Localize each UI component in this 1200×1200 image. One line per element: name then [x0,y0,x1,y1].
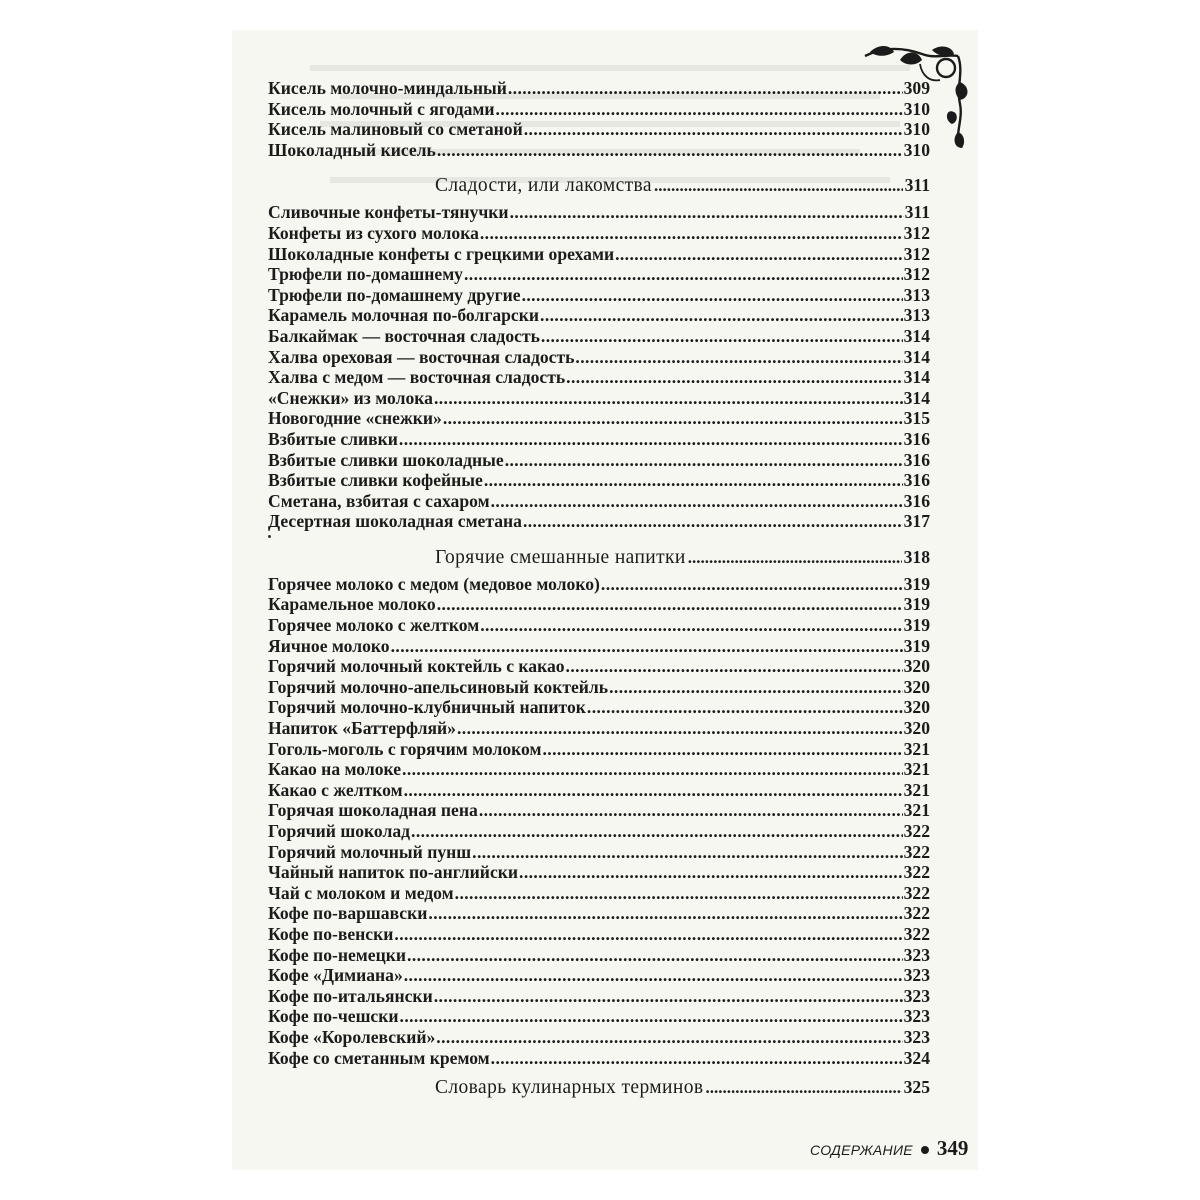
dot-leader [522,285,903,306]
toc-entry[interactable]: Трюфели по-домашнему другие ..... 313 [268,285,930,306]
toc-section-heading[interactable]: Сладости, или лакомства ..... 311 [268,173,930,197]
dot-leader [508,78,903,99]
dot-leader [455,883,903,904]
toc-entry[interactable]: Горячий молочный коктейль с какао ..... 320 [268,656,930,677]
page-footer [810,1136,968,1161]
dot-leader [437,140,903,161]
toc-entry[interactable]: Горячая шоколадная пена ..... 321 [268,800,930,821]
dot-leader [407,945,903,966]
toc-entry[interactable]: Балкаймак — восточная сладость ..... 314 [268,326,930,347]
dot-leader [394,924,902,945]
dot-leader [541,326,903,347]
dot-leader [404,780,903,801]
dot-leader [601,574,903,595]
toc-entry[interactable]: Горячий молочный пунш ..... 322 [268,842,930,863]
toc-entry[interactable]: Какао с желтком ..... 321 [268,780,930,801]
toc-entry[interactable]: Шоколадный кисель ..... 310 [268,140,930,161]
dot-leader [542,739,902,760]
dot-leader [411,821,903,842]
dot-leader [566,656,903,677]
toc-entry[interactable]: «Снежки» из молока ..... 314 [268,388,930,409]
toc-entry[interactable]: Гоголь-моголь с горячим молоком ..... 321 [268,739,930,760]
toc-entry[interactable]: Конфеты из сухого молока ..... 312 [268,223,930,244]
toc-entry[interactable]: Кисель молочный с ягодами ..... 310 [268,99,930,120]
dot-leader [464,264,903,285]
dot-leader [587,697,903,718]
toc-entry[interactable]: Кофе по-чешски ..... 323 [268,1006,930,1027]
dot-leader [575,347,902,368]
dot-leader [391,636,903,657]
toc-entry[interactable]: Горячий шоколад ..... 322 [268,821,930,842]
dot-leader [484,470,903,491]
dot-leader [479,800,903,821]
page-number: 349 [936,1136,969,1160]
toc-entry[interactable]: Кисель малиновый со сметаной ..... 310 [268,119,930,140]
dot-leader [404,965,903,986]
toc-entry[interactable]: Чай с молоком и медом ..... 322 [268,883,930,904]
toc-entry[interactable]: Напиток «Баттерфляй» ..... 320 [268,718,930,739]
toc-entry[interactable]: Шоколадные конфеты с грецкими орехами ..... 312 [268,244,930,265]
toc-entry[interactable]: Горячее молоко с желтком ..... 319 [268,615,930,636]
toc-entry[interactable]: Кофе по-венски ..... 322 [268,924,930,945]
bullet-icon [921,1146,929,1154]
toc-entry[interactable]: Горячий молочно-апельсиновый коктейль ..... 320 [268,677,930,698]
dot-leader [491,1048,903,1069]
toc-entry[interactable]: Карамельное молоко ..... 319 [268,594,930,615]
toc-entry[interactable]: Горячее молоко с медом (медовое молоко) ..... 319 [268,574,930,595]
dot-leader [434,986,903,1007]
toc-entry[interactable]: Кофе по-варшавски ..... 322 [268,903,930,924]
dot-leader [540,305,903,326]
toc-entry[interactable]: Карамель молочная по-болгарски ..... 313 [268,305,930,326]
toc-entry[interactable]: Кофе «Королевский» ..... 323 [268,1027,930,1048]
toc-entry[interactable]: Кофе по-немецки ..... 323 [268,945,930,966]
toc-entry[interactable]: Кисель молочно-миндальный ..... 309 [268,78,930,99]
toc-entry[interactable]: Сливочные конфеты-тянучки ..... 311 [268,202,930,223]
toc-entry[interactable]: Взбитые сливки шоколадные ..... 316 [268,450,930,471]
toc-section-heading[interactable]: Словарь кулинарных терминов ..... 325 [268,1075,930,1099]
dot-leader [510,202,904,223]
dot-leader [436,1027,902,1048]
dot-leader [399,429,903,450]
dot-leader [480,223,903,244]
dot-leader [523,511,903,532]
table-of-contents [268,78,930,1104]
dot-leader [615,244,903,265]
toc-entry[interactable]: Горячий молочно-клубничный напиток ..... 320 [268,697,930,718]
dot-leader [443,408,903,429]
dot-leader [566,367,902,388]
toc-entry[interactable]: Халва ореховая — восточная сладость ..... 314 [268,347,930,368]
toc-entry[interactable]: Какао на молоке ..... 321 [268,759,930,780]
dot-leader [519,862,903,883]
running-head: СОДЕРЖАНИЕ [810,1142,913,1158]
toc-entry[interactable]: Новогодние «снежки» ..... 315 [268,408,930,429]
dot-leader [491,491,903,512]
dot-leader [480,615,902,636]
dot-leader [609,677,903,698]
dot-leader [428,903,902,924]
dot-leader [524,119,903,140]
toc-section-heading[interactable]: Горячие смешанные напитки ..... 318 [268,545,930,569]
dot-leader [472,842,902,863]
toc-entry[interactable]: Кофе по-итальянски ..... 323 [268,986,930,1007]
toc-entry[interactable]: Кофе «Димиана» ..... 323 [268,965,930,986]
dot-leader [505,450,903,471]
dot-leader [688,546,902,570]
toc-entry[interactable]: Десертная шоколадная сметана ..... 317 [268,511,930,532]
toc-entry[interactable]: Взбитые сливки кофейные ..... 316 [268,470,930,491]
dot-leader [400,1006,903,1027]
dot-leader [457,718,903,739]
dot-leader [402,759,903,780]
toc-entry[interactable]: Взбитые сливки ..... 316 [268,429,930,450]
dot-leader [437,594,903,615]
dot-leader [434,388,903,409]
toc-entry[interactable]: Чайный напиток по-английски ..... 322 [268,862,930,883]
toc-entry[interactable]: Трюфели по-домашнему ..... 312 [268,264,930,285]
toc-entry[interactable]: Халва с медом — восточная сладость ..... 314 [268,367,930,388]
toc-entry[interactable]: Кофе со сметанным кремом ..... 324 [268,1048,930,1069]
dot-leader [496,99,903,120]
dot-leader [654,174,903,198]
toc-entry[interactable]: Яичное молоко ..... 319 [268,636,930,657]
toc-entry[interactable]: Сметана, взбитая с сахаром ..... 316 [268,491,930,512]
dot-leader [705,1076,901,1100]
